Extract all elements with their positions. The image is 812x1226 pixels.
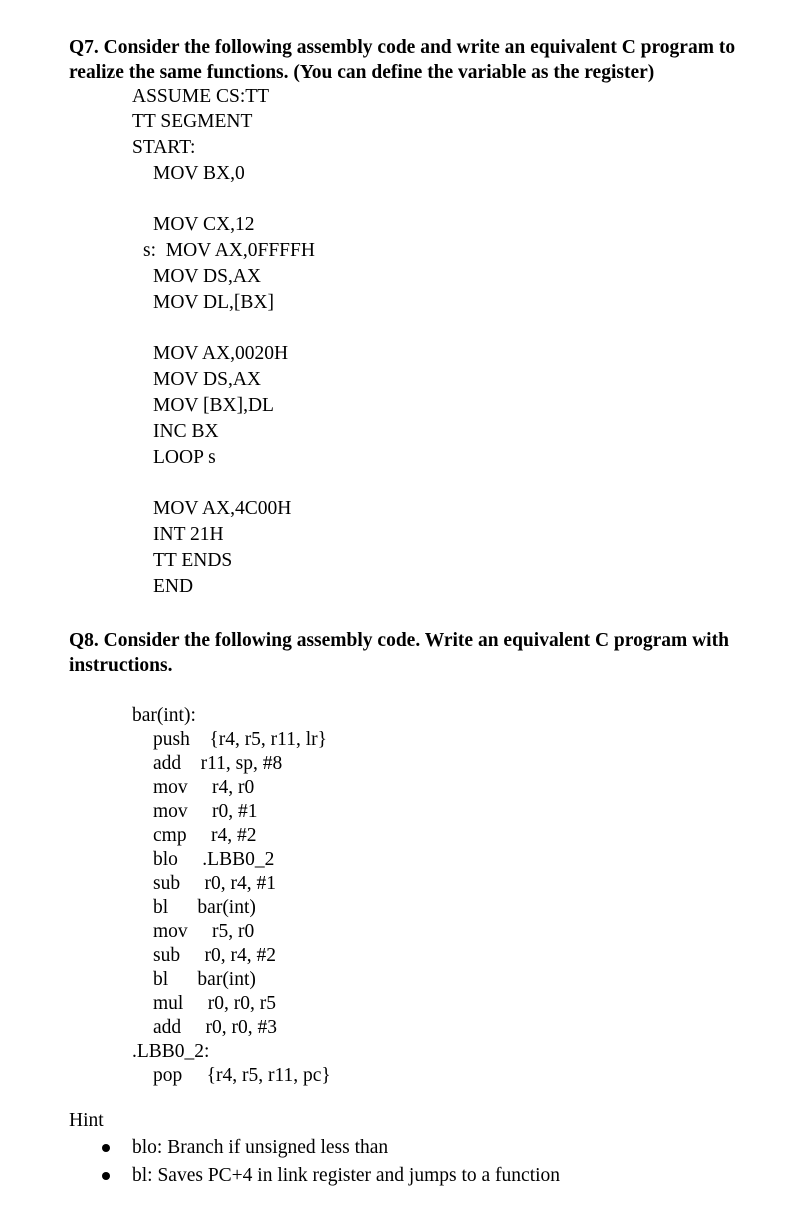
q7-code-line: MOV DS,AX (153, 369, 261, 390)
q7-code-line: START: (132, 137, 196, 158)
q8-code-line: add r0, r0, #3 (153, 1017, 278, 1038)
q7-code-line: ASSUME CS:TT (132, 86, 270, 107)
q8-code-line: mul r0, r0, r5 (153, 993, 276, 1014)
q7-code-line: s: MOV AX,0FFFFH (143, 240, 315, 261)
q7-code-line: TT ENDS (153, 550, 233, 571)
q7-code-line: INT 21H (153, 524, 224, 545)
q7-code-line: MOV DL,[BX] (153, 292, 274, 313)
q8-code-line: pop {r4, r5, r11, pc} (153, 1065, 331, 1086)
q8-title-line1: Q8. Consider the following assembly code. Write an equivalent C program with (69, 630, 729, 651)
q7-title-line2: realize the same functions. (You can define the variable as the register) (69, 62, 655, 83)
q7-code-line: MOV [BX],DL (153, 395, 274, 416)
q7-code-line: MOV AX,0020H (153, 343, 289, 364)
q8-code-line: sub r0, r4, #2 (153, 945, 276, 966)
q7-code-line: MOV BX,0 (153, 163, 245, 184)
q7-code-line: TT SEGMENT (132, 111, 253, 132)
hint-item: bl: Saves PC+4 in link register and jumps to a function (132, 1165, 561, 1186)
q7-code-line: LOOP s (153, 447, 216, 468)
q8-code-line: mov r5, r0 (153, 921, 255, 942)
q8-code-line: mov r4, r0 (153, 777, 255, 798)
q7-code-line: END (153, 576, 194, 597)
q8-code-line: mov r0, #1 (153, 801, 258, 822)
q7-code-line: MOV CX,12 (153, 214, 255, 235)
q8-code-line: bl bar(int) (153, 897, 256, 918)
q8-code-line: bar(int): (132, 705, 196, 726)
q8-code-line: sub r0, r4, #1 (153, 873, 276, 894)
hint-item: blo: Branch if unsigned less than (132, 1137, 389, 1158)
hint-label: Hint (69, 1110, 104, 1131)
q8-code-line: .LBB0_2: (132, 1041, 210, 1062)
q7-title-line1: Q7. Consider the following assembly code and write an equivalent C program to (69, 37, 736, 58)
q7-code-line: MOV DS,AX (153, 266, 261, 287)
q7-code-line: INC BX (153, 421, 219, 442)
bullet-icon (102, 1172, 110, 1180)
q7-code-line: MOV AX,4C00H (153, 498, 292, 519)
q8-code-line: push {r4, r5, r11, lr} (153, 729, 327, 750)
q8-code-line: cmp r4, #2 (153, 825, 257, 846)
q8-code-line: blo .LBB0_2 (153, 849, 275, 870)
q8-code-line: bl bar(int) (153, 969, 256, 990)
q8-title-line2: instructions. (69, 655, 173, 676)
bullet-icon (102, 1144, 110, 1152)
q8-code-line: add r11, sp, #8 (153, 753, 283, 774)
